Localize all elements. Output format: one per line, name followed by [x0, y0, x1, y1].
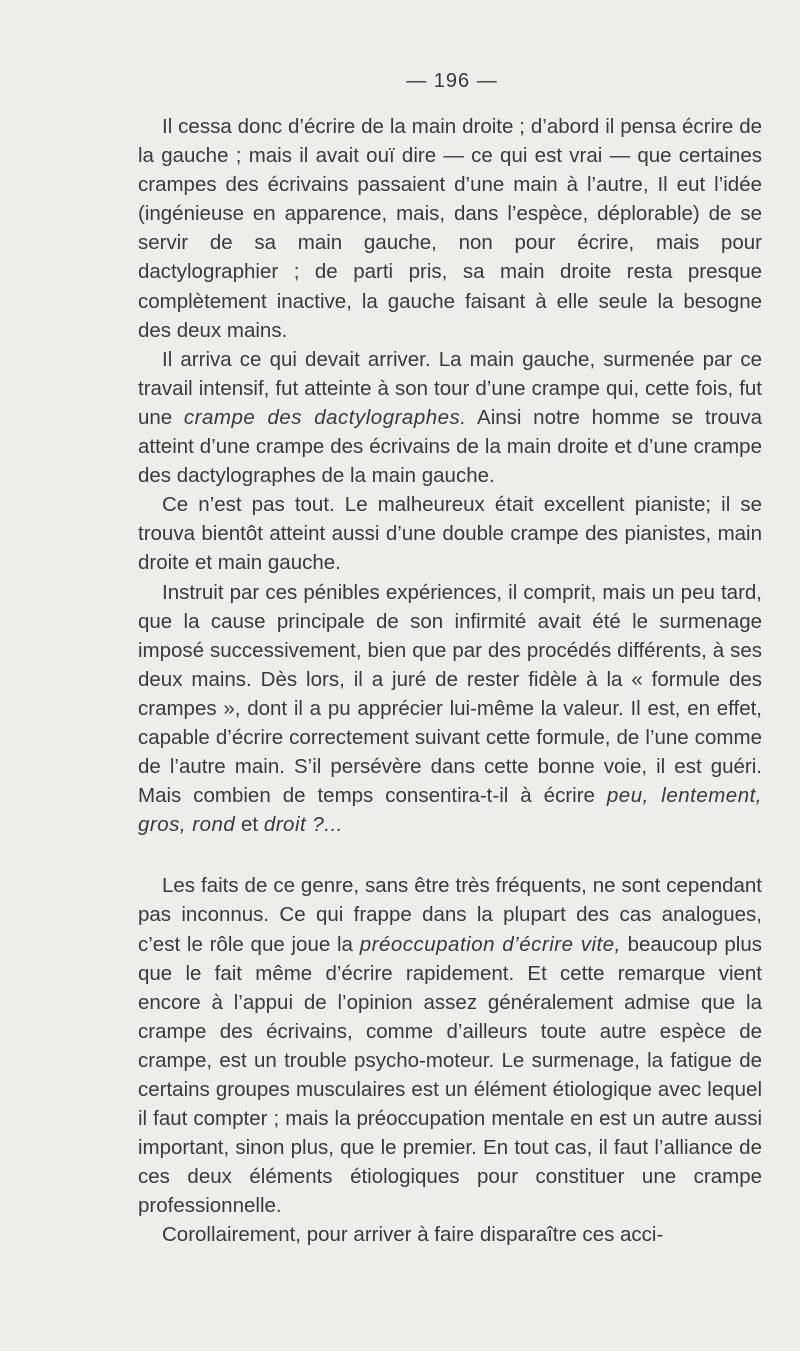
- text-segment: Les faits de ce genre, sans être très fréquents, ne sont cependant pas inconnus. Ce qui frappe dans la plupart des cas analogues, c’est le rôle que joue la: [138, 874, 762, 956]
- text-segment: Corollairement, pour arriver à faire disparaître ces acci-: [162, 1223, 664, 1247]
- italic-text: droit ?...: [263, 813, 343, 837]
- italic-text: peu, lentement, gros, rond: [138, 784, 762, 837]
- text-segment: Ainsi notre homme se trouva atteint d’une crampe des écrivains de la main droite et d’une crampe des dactylographes de la main gauche.: [138, 405, 762, 488]
- paragraph-p4: [138, 578, 762, 840]
- paragraph-gap: [138, 839, 762, 871]
- body-text: [138, 112, 762, 1250]
- page-number: — 196 —: [406, 70, 498, 92]
- paragraph-p3: [138, 490, 762, 577]
- paragraph-p6: [138, 1220, 762, 1249]
- paragraph-p5: [138, 871, 762, 1220]
- text-segment: et: [235, 813, 264, 837]
- text-segment: Il cessa donc d’écrire de la main droite ; d’abord il pensa écrire de la gauche ; mais il avait ouï dire — ce qui est vrai — que certaines crampes des écrivains passaient d’une main à l’autre, Il eut l’idée (ingénieuse en apparence, mais, dans l’espèce, déplorable) de se servir de sa main gauche, non pour écrire, mais pour dactylographier ; de parti pris, sa main droite resta presque complètement inactive, la gauche faisant à elle seule la besogne des deux mains.: [138, 115, 762, 342]
- paragraph-p1: [138, 112, 762, 345]
- text-segment: Ce n’est pas tout. Le malheureux était excellent pianiste; il se trouva bientôt atteint aussi d’une double crampe des pianistes, main droite et main gauche.: [138, 493, 762, 575]
- text-segment: Instruit par ces pénibles expériences, il comprit, mais un peu tard, que la cause principale de son infirmité avait été le surmenage imposé successivement, bien que par des procédés différents, à ses deux mains. Dès lors, il a juré de rester fidèle à la « formule des crampes », dont il a pu apprécier lui-même la valeur. Il est, en effet, capable d’écrire correctement suivant cette formule, de l’une comme de l’autre main. S’il persévère dans cette bonne voie, il est guéri. Mais combien de temps consentira-t-il à écrire: [138, 580, 762, 808]
- paragraph-p2: [138, 345, 762, 490]
- text-segment: Il arriva ce qui devait arriver. La main gauche, surmenée par ce travail intensif, fut atteinte à son tour d’une crampe qui, cette fois, fut une: [138, 347, 762, 429]
- text-segment: beaucoup plus que le fait même d’écrire rapidement. Et cette remarque vient encore à l’appui de l’opinion assez généralement admise que la crampe des écrivains, comme d’ailleurs toute autre espèce de crampe, est un trouble psycho-moteur. Le surmenage, la fatigue de certains groupes musculaires est un élément étiologique avec lequel il faut compter ; mais la préoccupation mentale en est un autre aussi important, sinon plus, que le premier. En tout cas, il faut l’alliance de ces deux éléments étiologiques pour constituer une crampe professionnelle.: [138, 932, 762, 1218]
- italic-text: préoccupation d’écrire vite,: [359, 932, 621, 956]
- italic-text: crampe des dactylographes.: [183, 405, 467, 429]
